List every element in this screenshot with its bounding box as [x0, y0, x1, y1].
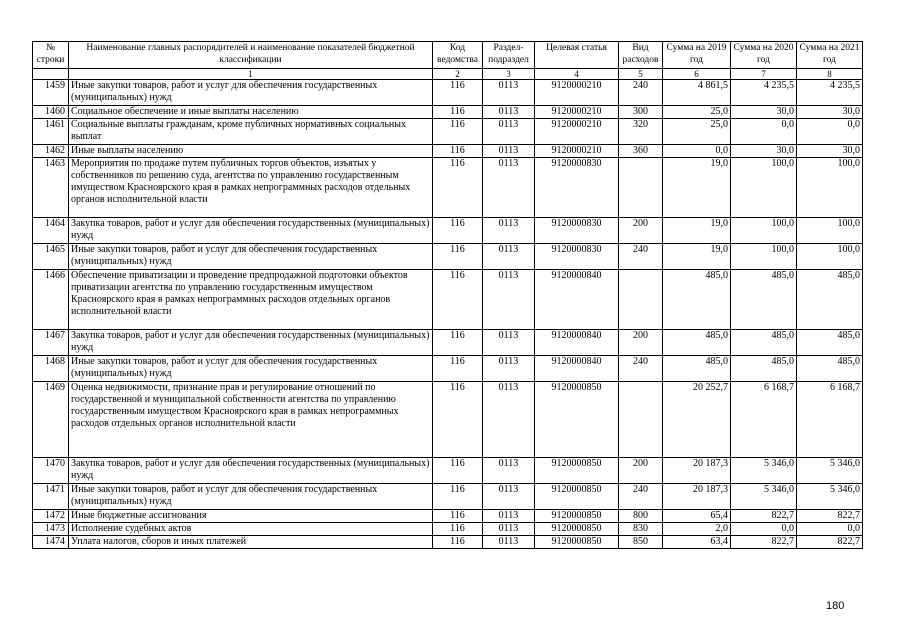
- kind-cell: 200: [619, 218, 663, 244]
- kind-cell: 240: [619, 356, 663, 382]
- target-cell: 9120000840: [535, 356, 619, 382]
- sum-2020-cell: 5 346,0: [731, 458, 797, 484]
- sum-2019-cell: 25,0: [663, 106, 731, 119]
- sum-2021-cell: 5 346,0: [797, 484, 863, 510]
- row-number-cell: 1471: [33, 484, 69, 510]
- header-sum-2021: Сумма на 2021 год: [797, 42, 863, 69]
- column-number: 8: [797, 69, 863, 80]
- table-row: [33, 106, 863, 119]
- kind-cell: 240: [619, 244, 663, 270]
- sum-2021-cell: 822,7: [797, 510, 863, 523]
- table-row: [33, 382, 863, 458]
- row-name-cell: Иные закупки товаров, работ и услуг для обеспечения государственных (муниципальных) нужд: [69, 356, 433, 382]
- row-name-cell: Исполнение судебных актов: [69, 523, 433, 536]
- sum-2020-cell: 0,0: [731, 523, 797, 536]
- dept-code-cell: 116: [433, 158, 483, 218]
- sum-2019-cell: 19,0: [663, 244, 731, 270]
- table-row: [33, 80, 863, 106]
- table-row: [33, 356, 863, 382]
- row-name-cell: Мероприятия по продаже путем публичных торгов объектов, изъятых у собственников по решению суда, агентства по управлению государственным имуществом Красноярского края в рамках непрограммных расходов отдельных органов исполнительной власти: [69, 158, 433, 218]
- header-row: [33, 42, 863, 69]
- kind-cell: 300: [619, 106, 663, 119]
- target-cell: 9120000850: [535, 458, 619, 484]
- kind-cell: 200: [619, 330, 663, 356]
- sum-2021-cell: 0,0: [797, 523, 863, 536]
- sum-2021-cell: 822,7: [797, 536, 863, 549]
- row-name-cell: Социальное обеспечение и иные выплаты населению: [69, 106, 433, 119]
- sum-2020-cell: 5 346,0: [731, 484, 797, 510]
- header-sum-2020: Сумма на 2020 год: [731, 42, 797, 69]
- column-number: 2: [433, 69, 483, 80]
- section-cell: 0113: [483, 484, 535, 510]
- header-dept-code: Код ведомства: [433, 42, 483, 69]
- dept-code-cell: 116: [433, 106, 483, 119]
- column-number: 6: [663, 69, 731, 80]
- sum-2020-cell: 100,0: [731, 218, 797, 244]
- row-number-cell: 1472: [33, 510, 69, 523]
- sum-2019-cell: 485,0: [663, 356, 731, 382]
- sum-2020-cell: 30,0: [731, 106, 797, 119]
- row-name-cell: Социальные выплаты гражданам, кроме публичных нормативных социальных выплат: [69, 119, 433, 145]
- row-name-cell: Закупка товаров, работ и услуг для обеспечения государственных (муниципальных) нужд: [69, 330, 433, 356]
- sum-2021-cell: 100,0: [797, 244, 863, 270]
- sum-2020-cell: 30,0: [731, 145, 797, 158]
- kind-cell: 830: [619, 523, 663, 536]
- sum-2020-cell: 485,0: [731, 330, 797, 356]
- target-cell: 9120000210: [535, 119, 619, 145]
- sum-2021-cell: 100,0: [797, 158, 863, 218]
- table-row: [33, 119, 863, 145]
- row-name-cell: Закупка товаров, работ и услуг для обеспечения государственных (муниципальных) нужд: [69, 218, 433, 244]
- target-cell: 9120000830: [535, 158, 619, 218]
- sum-2020-cell: 100,0: [731, 244, 797, 270]
- target-cell: 9120000830: [535, 244, 619, 270]
- section-cell: 0113: [483, 80, 535, 106]
- row-number-cell: 1468: [33, 356, 69, 382]
- sum-2019-cell: 19,0: [663, 158, 731, 218]
- row-number-cell: 1464: [33, 218, 69, 244]
- row-name-cell: Иные закупки товаров, работ и услуг для обеспечения государственных (муниципальных) нужд: [69, 484, 433, 510]
- sum-2021-cell: 100,0: [797, 218, 863, 244]
- row-name-cell: Обеспечение приватизации и проведение предпродажной подготовки объектов приватизации агентства по управлению государственным имуществом Красноярского края в рамках непрограммных расходов отдельных органов исполнительной власти: [69, 270, 433, 330]
- section-cell: 0113: [483, 536, 535, 549]
- target-cell: 9120000850: [535, 484, 619, 510]
- section-cell: 0113: [483, 119, 535, 145]
- section-cell: 0113: [483, 330, 535, 356]
- dept-code-cell: 116: [433, 536, 483, 549]
- section-cell: 0113: [483, 356, 535, 382]
- row-number-cell: 1466: [33, 270, 69, 330]
- table-row: [33, 510, 863, 523]
- sum-2019-cell: 2,0: [663, 523, 731, 536]
- row-number-cell: 1465: [33, 244, 69, 270]
- section-cell: 0113: [483, 458, 535, 484]
- table-row: [33, 523, 863, 536]
- target-cell: 9120000850: [535, 536, 619, 549]
- row-name-cell: Оценка недвижимости, признание прав и регулирование отношений по государственной и муниципальной собственности агентства по управлению государственным имуществом Красноярского края в рамках непрограммных расходов отдельных органов исполнительной власти: [69, 382, 433, 458]
- kind-cell: 240: [619, 80, 663, 106]
- row-name-cell: Уплата налогов, сборов и иных платежей: [69, 536, 433, 549]
- row-number-cell: 1467: [33, 330, 69, 356]
- kind-cell: 850: [619, 536, 663, 549]
- dept-code-cell: 116: [433, 244, 483, 270]
- section-cell: 0113: [483, 382, 535, 458]
- table-row: [33, 218, 863, 244]
- row-number-cell: 1469: [33, 382, 69, 458]
- section-cell: 0113: [483, 218, 535, 244]
- target-cell: 9120000830: [535, 218, 619, 244]
- section-cell: 0113: [483, 244, 535, 270]
- sum-2019-cell: 0,0: [663, 145, 731, 158]
- kind-cell: [619, 382, 663, 458]
- target-cell: 9120000840: [535, 330, 619, 356]
- sum-2021-cell: 0,0: [797, 119, 863, 145]
- sum-2020-cell: 100,0: [731, 158, 797, 218]
- header-section: Раздел-подраздел: [483, 42, 535, 69]
- target-cell: 9120000840: [535, 270, 619, 330]
- target-cell: 9120000210: [535, 145, 619, 158]
- header-row-number: № строки: [33, 42, 69, 69]
- header-kind: Вид расходов: [619, 42, 663, 69]
- header-name: Наименование главных распорядителей и наименование показателей бюджетной классификации: [69, 42, 433, 69]
- kind-cell: [619, 158, 663, 218]
- column-number: 7: [731, 69, 797, 80]
- section-cell: 0113: [483, 523, 535, 536]
- sum-2021-cell: 6 168,7: [797, 382, 863, 458]
- kind-cell: 800: [619, 510, 663, 523]
- sum-2019-cell: 20 252,7: [663, 382, 731, 458]
- column-number: 5: [619, 69, 663, 80]
- row-number-cell: 1474: [33, 536, 69, 549]
- column-number: [33, 69, 69, 80]
- header-target: Целевая статья: [535, 42, 619, 69]
- section-cell: 0113: [483, 106, 535, 119]
- sum-2019-cell: 485,0: [663, 270, 731, 330]
- dept-code-cell: 116: [433, 119, 483, 145]
- row-number-cell: 1473: [33, 523, 69, 536]
- table-body: [33, 80, 863, 549]
- table-row: [33, 270, 863, 330]
- sum-2020-cell: 6 168,7: [731, 382, 797, 458]
- target-cell: 9120000210: [535, 80, 619, 106]
- dept-code-cell: 116: [433, 218, 483, 244]
- row-number-cell: 1459: [33, 80, 69, 106]
- row-number-cell: 1462: [33, 145, 69, 158]
- sum-2020-cell: 822,7: [731, 510, 797, 523]
- column-number: 4: [535, 69, 619, 80]
- section-cell: 0113: [483, 510, 535, 523]
- sum-2019-cell: 65,4: [663, 510, 731, 523]
- sum-2020-cell: 0,0: [731, 119, 797, 145]
- sum-2020-cell: 485,0: [731, 270, 797, 330]
- table-row: [33, 458, 863, 484]
- table-row: [33, 244, 863, 270]
- target-cell: 9120000850: [535, 382, 619, 458]
- budget-table: [32, 41, 863, 549]
- sum-2019-cell: 4 861,5: [663, 80, 731, 106]
- column-number: 3: [483, 69, 535, 80]
- kind-cell: [619, 270, 663, 330]
- kind-cell: 360: [619, 145, 663, 158]
- section-cell: 0113: [483, 270, 535, 330]
- dept-code-cell: 116: [433, 145, 483, 158]
- sum-2021-cell: 5 346,0: [797, 458, 863, 484]
- kind-cell: 200: [619, 458, 663, 484]
- column-number-row: [33, 69, 863, 80]
- dept-code-cell: 116: [433, 270, 483, 330]
- section-cell: 0113: [483, 145, 535, 158]
- sum-2019-cell: 20 187,3: [663, 484, 731, 510]
- sum-2019-cell: 25,0: [663, 119, 731, 145]
- header-sum-2019: Сумма на 2019 год: [663, 42, 731, 69]
- page-number: 180: [826, 600, 845, 612]
- table-row: [33, 145, 863, 158]
- sum-2021-cell: 485,0: [797, 356, 863, 382]
- dept-code-cell: 116: [433, 510, 483, 523]
- sum-2021-cell: 30,0: [797, 145, 863, 158]
- section-cell: 0113: [483, 158, 535, 218]
- column-number: 1: [69, 69, 433, 80]
- sum-2019-cell: 485,0: [663, 330, 731, 356]
- table-row: [33, 536, 863, 549]
- sum-2021-cell: 30,0: [797, 106, 863, 119]
- sum-2021-cell: 4 235,5: [797, 80, 863, 106]
- kind-cell: 320: [619, 119, 663, 145]
- dept-code-cell: 116: [433, 484, 483, 510]
- table-row: [33, 330, 863, 356]
- sum-2020-cell: 822,7: [731, 536, 797, 549]
- row-number-cell: 1470: [33, 458, 69, 484]
- sum-2019-cell: 63,4: [663, 536, 731, 549]
- target-cell: 9120000210: [535, 106, 619, 119]
- sum-2021-cell: 485,0: [797, 270, 863, 330]
- dept-code-cell: 116: [433, 382, 483, 458]
- dept-code-cell: 116: [433, 458, 483, 484]
- row-number-cell: 1463: [33, 158, 69, 218]
- dept-code-cell: 116: [433, 80, 483, 106]
- row-name-cell: Закупка товаров, работ и услуг для обеспечения государственных (муниципальных) нужд: [69, 458, 433, 484]
- table-row: [33, 158, 863, 218]
- row-number-cell: 1461: [33, 119, 69, 145]
- sum-2019-cell: 20 187,3: [663, 458, 731, 484]
- dept-code-cell: 116: [433, 523, 483, 536]
- row-name-cell: Иные бюджетные ассигнования: [69, 510, 433, 523]
- row-name-cell: Иные закупки товаров, работ и услуг для обеспечения государственных (муниципальных) нужд: [69, 244, 433, 270]
- sum-2020-cell: 485,0: [731, 356, 797, 382]
- table-row: [33, 484, 863, 510]
- sum-2019-cell: 19,0: [663, 218, 731, 244]
- dept-code-cell: 116: [433, 356, 483, 382]
- kind-cell: 240: [619, 484, 663, 510]
- row-name-cell: Иные выплаты населению: [69, 145, 433, 158]
- target-cell: 9120000850: [535, 523, 619, 536]
- sum-2020-cell: 4 235,5: [731, 80, 797, 106]
- dept-code-cell: 116: [433, 330, 483, 356]
- row-name-cell: Иные закупки товаров, работ и услуг для обеспечения государственных (муниципальных) нужд: [69, 80, 433, 106]
- row-number-cell: 1460: [33, 106, 69, 119]
- sum-2021-cell: 485,0: [797, 330, 863, 356]
- target-cell: 9120000850: [535, 510, 619, 523]
